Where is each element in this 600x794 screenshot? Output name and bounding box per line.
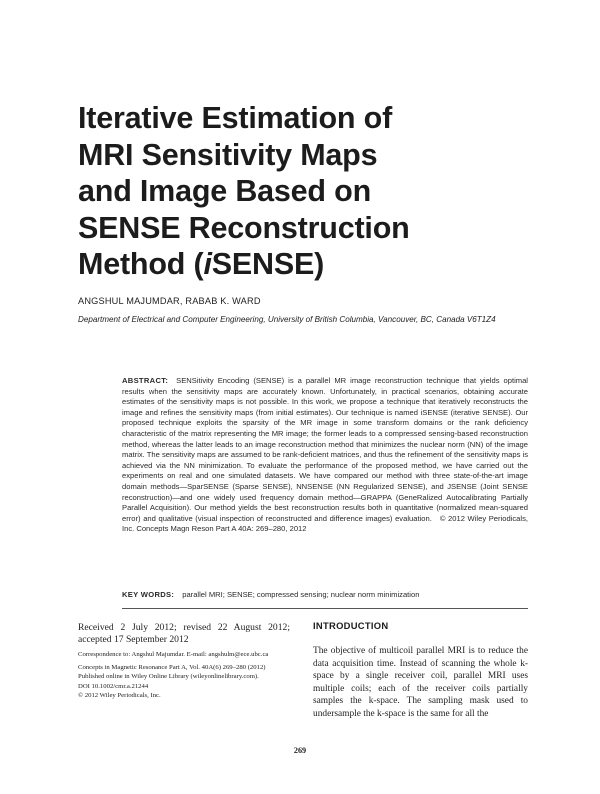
- abstract-citation: © 2012 Wiley Periodicals, Inc. Concepts Magn Reson Part A 40A: 269–280, 2012: [122, 513, 528, 534]
- article-history: [78, 622, 290, 700]
- received-dates: Received 2 July 2012; revised 22 August 2012; accepted 17 September 2012: [78, 622, 290, 646]
- abstract-text: SENSitivity Encoding (SENSE) is a parallel MR image reconstruction technique that yields optimal results when the sensitivity maps are accurately known. Unfortunately, in practical scenarios, obtaining accurate estimates of the sensitivity maps is not possible. In this work, we propose a technique that iteratively reconstructs the image and refines the sensitivity maps (from initial estimates). Our technique is named iSENSE (iterative SENSE). Our proposed technique exploits the sparsity of the MR image in some transform domains or the rank deficiency characteristic of the matrix representing the MR image; the former leads to a compressed sensing-based reconstruction method, whereas the latter leads to an image reconstruction method that minimizes the nuclear norm (NN) of the image matrix. The sensitivity maps are assumed to be rank-deficient matrices, and thus the refinement of the sensitivity maps is achieved via the NN minimization. To evaluate the performance of the proposed method, we have carried out the experiments on real and one simulated datasets. We have compared our method with three state-of-the-art image domain methods—SparSENSE (Sparse SENSE), NNSENSE (NN Regularized SENSE), and JSENSE (Joint SENSE reconstruction)—and one widely used frequency domain method—GRAPPA (GeneRalized Autocalibrating Partially Parallel Acquisition). Our method yields the best reconstruction results both in quantitative (normalized mean-squared error) and qualitative (visual inspection of reconstructed and difference images) evaluation.: [122, 376, 528, 523]
- journal-reference: Concepts in Magnetic Resonance Part A, Vol. 40A(6) 269–280 (2012): [78, 664, 266, 672]
- copyright: © 2012 Wiley Periodicals, Inc.: [78, 692, 161, 699]
- introduction-section: [313, 620, 528, 729]
- keywords-label: KEY WORDS:: [122, 590, 175, 599]
- published-online: Published online in Wiley Online Library (wileyonlinelibrary.com).: [78, 673, 259, 681]
- title-line-1: Iterative Estimation of: [78, 101, 393, 135]
- page-number: 269: [293, 746, 307, 755]
- title-line-5-italic: i: [203, 247, 212, 281]
- doi: DOI 10.1002/cmr.a.21244: [78, 682, 149, 690]
- keywords-text: parallel MRI; SENSE; compressed sensing; nuclear norm minimization: [182, 590, 420, 599]
- title-line-5-post: SENSE): [211, 247, 325, 281]
- affiliation: Department of Electrical and Computer Engineering, University of British Columbia, Vancouver, BC, Canada V6T1Z4: [78, 315, 496, 324]
- title-line-5-pre: Method (: [78, 247, 204, 281]
- paper-title: [78, 100, 538, 283]
- abstract: [122, 376, 528, 535]
- introduction-heading: INTRODUCTION: [313, 620, 389, 631]
- abstract-label: ABSTRACT:: [122, 376, 169, 385]
- title-line-4: SENSE Reconstruction: [78, 210, 410, 245]
- introduction-text: The objective of multicoil parallel MRI is to reduce the data acquisition time. Instead of scanning the whole k-space by a single receiver coil, parallel MRI uses multiple coils; each of the receiver coils partially samples the k-space. The sampling mask used to undersample the k-space is the same for all the: [313, 646, 528, 719]
- title-line-5: [78, 246, 538, 283]
- keywords: [122, 590, 528, 599]
- title-line-2: MRI Sensitivity Maps: [78, 137, 378, 172]
- title-line-3: and Image Based on: [78, 174, 372, 208]
- abstract-divider: [122, 608, 528, 609]
- authors: ANGSHUL MAJUMDAR, RABAB K. WARD: [78, 296, 261, 306]
- correspondence: Correspondence to: Angshul Majumdar. E-mail: angshulm@ece.ubc.ca: [78, 650, 269, 658]
